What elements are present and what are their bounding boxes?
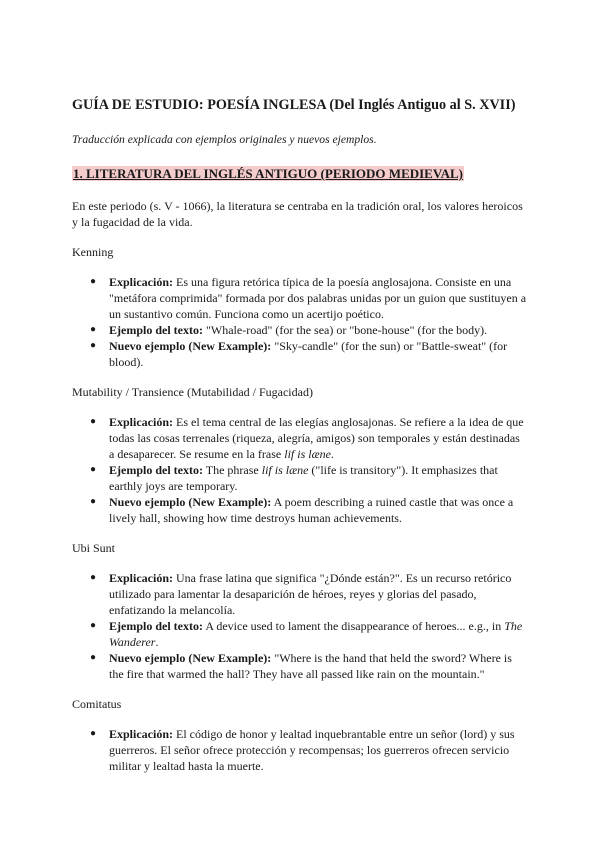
kenning-nuevo: "Sky-candle" (for the sun) or "Battle-sweat" (for blood).: [109, 339, 508, 369]
label-explicacion: Explicación:: [109, 275, 174, 289]
kenning-ejemplo: "Whale-road" (for the sea) or "bone-house" (for the body).: [202, 323, 488, 337]
bullet-icon: ●: [90, 620, 97, 631]
bullet-icon: ●: [90, 340, 97, 351]
label-nuevo: Nuevo ejemplo (New Example):: [109, 339, 272, 353]
bullet-icon: ●: [90, 276, 97, 287]
ubisunt-ejemplo: A device used to lament the disappearance of heroes... e.g., in: [202, 619, 505, 633]
list-item: [90, 618, 528, 650]
label-explicacion: Explicación:: [109, 571, 174, 585]
bullet-icon: ●: [90, 728, 97, 739]
term-ubi-sunt: Ubi Sunt: [72, 541, 116, 555]
ubisunt-work-title: The Wanderer: [109, 619, 523, 649]
mutability-explicacion-end: .: [330, 447, 334, 461]
ubisunt-nuevo: "Where is the hand that held the sword? Where is the fire that warmed the hall? They have all passed like rain on the mountain.": [109, 651, 512, 681]
mutability-explicacion: Es el tema central de las elegías anglosajonas. Se refiere a la idea de que todas las cosas terrenales (riqueza, alegría, amigos) son temporales y están destinadas a desaparecer. Se resume en la frase: [109, 415, 524, 461]
list-item: [90, 338, 528, 370]
label-nuevo: Nuevo ejemplo (New Example):: [109, 651, 272, 665]
list-item: [90, 494, 528, 526]
kenning-explicacion: Es una figura retórica típica de la poesía anglosajona. Consiste en una "metáfora comprimida" formada por dos palabras unidas por un guion que sustituyen a un sustantivo común. Funciona como un acertijo poético.: [109, 275, 527, 321]
section-intro: En este periodo (s. V - 1066), la literatura se centraba en la tradición oral, los valores heroicos y la fugacidad de la vida.: [72, 199, 523, 229]
comitatus-explicacion: El código de honor y lealtad inquebrantable entre un señor (lord) y sus guerreros. El señor ofrece protección y recompensas; los guerreros ofrecen servicio militar y lealtad hasta la muerte.: [109, 727, 515, 773]
label-ejemplo: Ejemplo del texto:: [109, 619, 203, 633]
list-item: [90, 274, 528, 322]
ubisunt-list: [72, 570, 528, 682]
label-explicacion: Explicación:: [109, 727, 174, 741]
bullet-icon: ●: [90, 572, 97, 583]
document-subtitle: Traducción explicada con ejemplos originales y nuevos ejemplos.: [72, 133, 377, 146]
term-comitatus: Comitatus: [72, 697, 122, 711]
section-heading-old-english: [72, 165, 528, 182]
label-nuevo: Nuevo ejemplo (New Example):: [109, 495, 272, 509]
mutability-ejemplo: The phrase: [202, 463, 262, 477]
term-mutability: Mutability / Transience (Mutabilidad / Fugacidad): [72, 385, 313, 399]
list-item: [90, 650, 528, 682]
list-item: [90, 570, 528, 618]
label-explicacion: Explicación:: [109, 415, 174, 429]
label-ejemplo: Ejemplo del texto:: [109, 463, 203, 477]
list-item: [90, 322, 528, 338]
mutability-phrase: lif is læne: [284, 447, 331, 461]
ubisunt-ejemplo-end: .: [155, 635, 159, 649]
bullet-icon: ●: [90, 324, 97, 335]
section-heading-text: 1. LITERATURA DEL INGLÉS ANTIGUO (PERIODO MEDIEVAL): [73, 166, 463, 181]
document-title: GUÍA DE ESTUDIO: POESÍA INGLESA (Del Inglés Antiguo al S. XVII): [72, 97, 516, 113]
term-kenning: Kenning: [72, 245, 114, 259]
bullet-icon: ●: [90, 416, 97, 427]
mutability-ejemplo-phrase: lif is læne: [261, 463, 309, 477]
list-item: [90, 462, 528, 494]
mutability-list: [72, 414, 528, 526]
list-item: [90, 414, 528, 462]
mutability-nuevo: A poem describing a ruined castle that was once a lively hall, showing how time destroys human achievements.: [109, 495, 514, 525]
comitatus-list: [72, 726, 528, 774]
bullet-icon: ●: [90, 464, 97, 475]
bullet-icon: ●: [90, 496, 97, 507]
kenning-list: [72, 274, 528, 370]
bullet-icon: ●: [90, 652, 97, 663]
label-ejemplo: Ejemplo del texto:: [109, 323, 203, 337]
mutability-ejemplo-end: ("life is transitory"). It emphasizes that earthly joys are temporary.: [109, 463, 498, 493]
list-item: [90, 726, 528, 774]
ubisunt-explicacion: Una frase latina que significa "¿Dónde están?". Es un recurso retórico utilizado para lamentar la desaparición de héroes, reyes y glorias del pasado, enfatizando la melancolía.: [109, 571, 512, 617]
